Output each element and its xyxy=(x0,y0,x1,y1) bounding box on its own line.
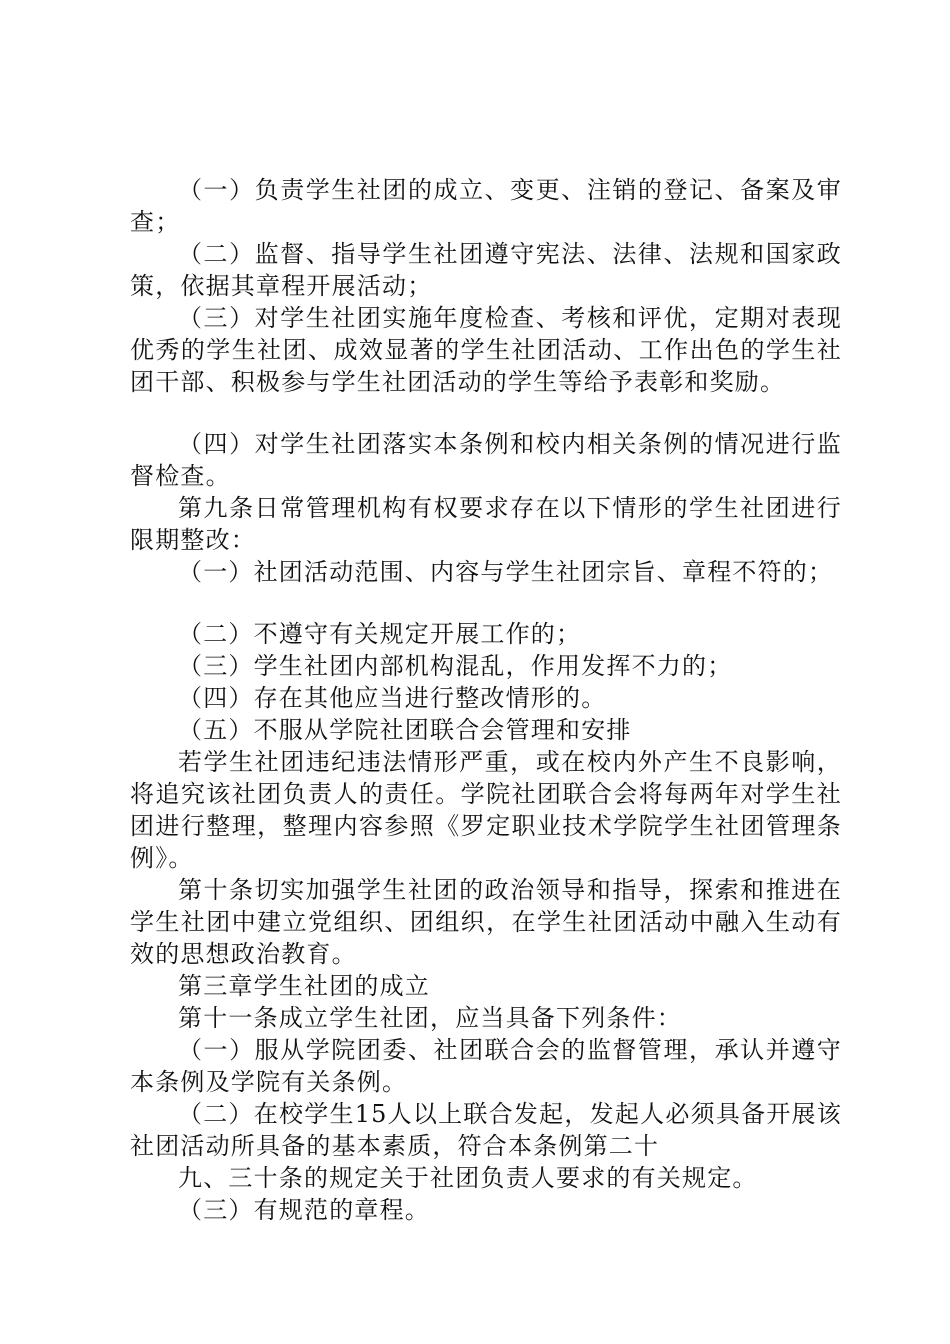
paragraph-article-9: 第九条日常管理机构有权要求存在以下情形的学生社团进行限期整改： xyxy=(130,494,842,554)
paragraph-item-9-4: （四）存在其他应当进行整改情形的。 xyxy=(178,684,607,712)
paragraph-item-11-2: （二）在校学生15人以上联合发起，发起人必须具备开展该社团活动所具备的基本素质，符合本条例第二十 xyxy=(130,1100,842,1160)
chapter-heading: 第三章学生社团的成立 xyxy=(178,972,430,1000)
paragraph-item-4: （四）对学生社团落实本条例和校内相关条例的情况进行监督检查。 xyxy=(130,430,842,490)
paragraph-article-11: 第十一条成立学生社团，应当具备下列条件： xyxy=(178,1004,682,1032)
paragraph-item-3: （三）对学生社团实施年度检查、考核和评优，定期对表现优秀的学生社团、成效显著的学生社团活动、工作出色的学生社团干部、积极参与学生社团活动的学生等给予表彰和奖励。 xyxy=(130,304,842,396)
paragraph-item-9-1: （一）社团活动范围、内容与学生社团宗旨、章程不符的； xyxy=(178,558,834,586)
paragraph-item-9-2: （二）不遵守有关规定开展工作的； xyxy=(178,620,582,648)
paragraph-item-11-3: （三）有规范的章程。 xyxy=(178,1196,430,1224)
document-body xyxy=(130,174,842,1226)
paragraph-item-9-3: （三）学生社团内部机构混乱，作用发挥不力的； xyxy=(178,652,733,680)
paragraph-item-11-2-continued: 九、三十条的规定关于社团负责人要求的有关规定。 xyxy=(178,1164,758,1192)
paragraph-article-10: 第十条切实加强学生社团的政治领导和指导，探索和推进在学生社团中建立党组织、团组织，在学生社团活动中融入生动有效的思想政治教育。 xyxy=(130,876,842,968)
paragraph-item-11-1: （一）服从学院团委、社团联合会的监督管理，承认并遵守本条例及学院有关条例。 xyxy=(130,1036,842,1096)
paragraph-serious-violation: 若学生社团违纪违法情形严重，或在校内外产生不良影响，将追究该社团负责人的责任。学院社团联合会将每两年对学生社团进行整理，整理内容参照《罗定职业技术学院学生社团管理条例》。 xyxy=(130,748,842,872)
paragraph-item-9-5: （五）不服从学院社团联合会管理和安排 xyxy=(178,716,632,744)
paragraph-item-1: （一）负责学生社团的成立、变更、注销的登记、备案及审查； xyxy=(130,176,842,236)
paragraph-item-2: （二）监督、指导学生社团遵守宪法、法律、法规和国家政策，依据其章程开展活动； xyxy=(130,240,842,300)
